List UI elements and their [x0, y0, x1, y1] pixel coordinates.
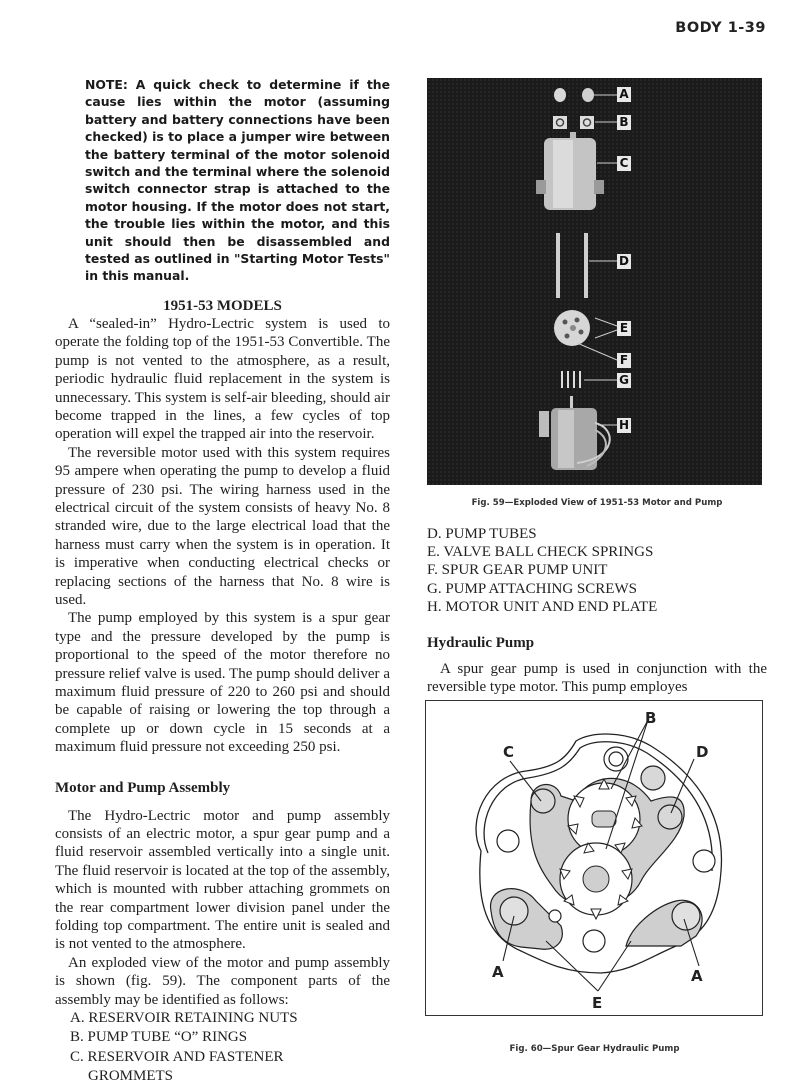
callout-f: F	[617, 353, 631, 368]
part-item	[55, 1009, 390, 1028]
figure-60-drawing	[425, 700, 763, 1016]
part-item: D. PUMP TUBES	[427, 526, 537, 542]
parts-list-left	[55, 1009, 390, 1086]
callout-c: C	[503, 743, 515, 761]
callout-a: A	[617, 87, 631, 102]
subheading-motor-pump: Motor and Pump Assembly	[55, 779, 231, 796]
assembly-text	[55, 807, 390, 1009]
paragraph: The Hydro-Lectric motor and pump assembly consists of an electric motor, a spur gear pump and a fluid reservoir assembled vertically into a single unit. The fluid reservoir is located at the top of the assembly, which is mounted with rubber attaching grommets on the rear compartment lower division panel under the folding top compartment. The entire unit is sealed and is not vented to the atmosphere.	[55, 807, 390, 953]
part-item: G. PUMP ATTACHING SCREWS	[427, 580, 637, 597]
callout-h: H	[618, 418, 630, 432]
callout-a-left: A	[492, 963, 504, 981]
part-item: H. MOTOR UNIT AND END PLATE	[427, 598, 658, 615]
part-label: A. RESERVOIR RETAINING NUTS	[70, 1010, 298, 1027]
part-item	[55, 1028, 390, 1047]
part-label: C. RESERVOIR AND FASTENER	[70, 1048, 284, 1065]
subheading-hydraulic-pump: Hydraulic Pump	[427, 635, 535, 652]
paragraph: A “sealed-in” Hydro-Lectric system is used to operate the folding top of the 1951-53 Convertible. The pump is not vented to the atmosphere, as a result, periodic hydraulic fluid replacement in the system is unnecessary. This system is self-air bleeding, should air become trapped in the lines, a few cycles of top operation will expel the trapped air into the reservoir.	[55, 315, 390, 443]
spur-gear-pump-diagram	[426, 701, 762, 1015]
part-label-continuation: GROMMETS	[88, 1067, 174, 1084]
part-item: F. SPUR GEAR PUMP UNIT	[427, 562, 608, 579]
page-header: BODY 1-39	[675, 20, 766, 36]
left-column	[55, 76, 390, 1086]
paragraph: A spur gear pump is used in conjunction with the reversible type motor. This pump employes	[427, 661, 767, 696]
figure-60-caption: Fig. 60—Spur Gear Hydraulic Pump	[509, 1044, 680, 1054]
figure-59-photo	[427, 78, 762, 485]
callout-c: C	[617, 156, 631, 171]
part-label: B. PUMP TUBE “O” RINGS	[70, 1029, 248, 1046]
callout-d: D	[696, 743, 709, 761]
part-item	[55, 1048, 390, 1086]
callout-e: E	[617, 321, 631, 336]
paragraph: The pump employed by this system is a spur gear type and the pressure developed by the pump is proportional to the speed of the motor therefore no pressure relief valve is used. The pump should deliver a maximum fluid pressure of 220 to 260 psi and should be capable of raising or lowering the top through a complete up or down cycle in 15 seconds at a maximum fluid pressure not exceeding 250 psi.	[55, 610, 390, 756]
exploded-motor-pump-image	[427, 78, 762, 485]
callout-b: B	[645, 709, 657, 727]
hydraulic-pump-text	[427, 660, 767, 697]
callout-b: B	[617, 115, 631, 130]
section-heading: 1951-53 MODELS	[163, 297, 282, 314]
part-item: E. VALVE BALL CHECK SPRINGS	[427, 544, 654, 561]
callout-g: G	[617, 373, 631, 388]
right-column	[427, 78, 767, 697]
intro-text	[55, 315, 390, 757]
callout-a-right: A	[691, 967, 703, 985]
figure-59-caption: Fig. 59—Exploded View of 1951-53 Motor and Pump	[471, 498, 723, 508]
callout-d: D	[617, 254, 631, 269]
note-block: NOTE: A quick check to determine if the cause lies within the motor (assuming battery and battery connections have been checked) is to place a jumper wire between the battery terminal of the motor solenoid switch and the terminal where the solenoid switch connector strap is attached to the motor housing. If the motor does not start, the trouble lies within the motor, and this unit should then be disassembled and tested as outlined in "Starting Motor Tests" in this manual.	[85, 77, 390, 284]
paragraph: The reversible motor used with this system requires 95 ampere when operating the pump to develop a fluid pressure of 230 psi. The wiring harness used in the electrical circuit of the system consists of heavy No. 8 stranded wire, due to the large electrical load that the harness must carry when the system is in operation. It is imperative when conducting electrical checks or replacing sections of the harness that No. 8 wire is used.	[55, 444, 390, 608]
paragraph: An exploded view of the motor and pump assembly is shown (fig. 59). The component parts of the assembly may be identified as follows:	[55, 954, 390, 1008]
parts-list-right	[427, 525, 767, 616]
callout-e: E	[592, 994, 603, 1012]
